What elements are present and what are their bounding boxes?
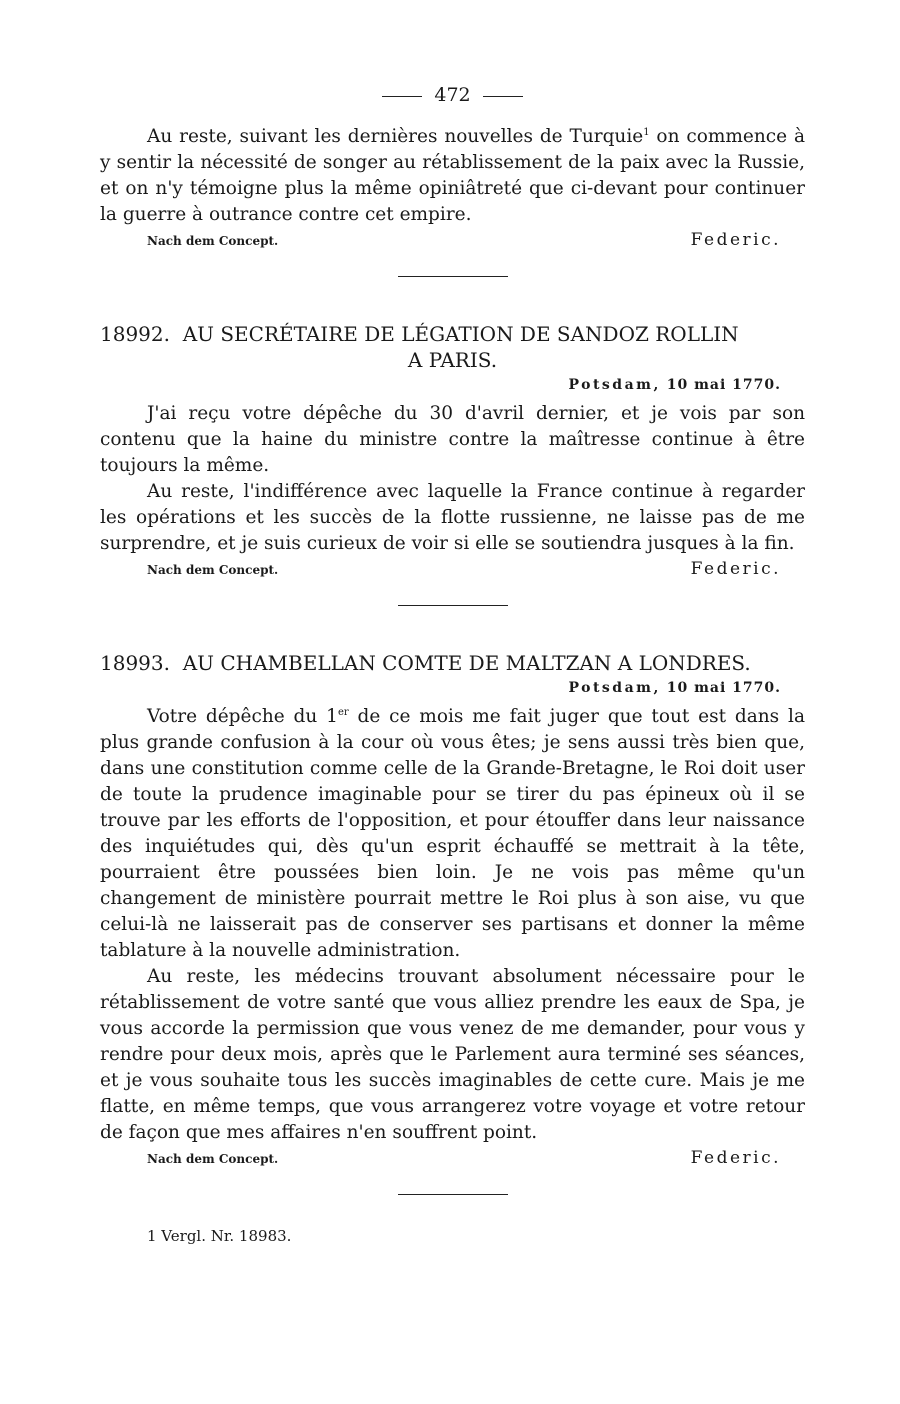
page <box>100 84 805 1245</box>
signature: Federic. <box>690 230 781 250</box>
section-divider <box>398 276 508 277</box>
top-signature-row <box>100 230 805 250</box>
top-paragraph-text-a: Au reste, suivant les dernières nouvelles de Turquie <box>147 126 644 147</box>
top-paragraph-text-b: on commence à y sentir la nécessité de songer au rétablissement de la paix avec la Russie, et on n'y témoigne plus la même opiniâtreté que ci-devant pour continuer la guerre à outrance contre cet empire. <box>100 126 805 225</box>
letter-number: 18993. <box>100 651 170 675</box>
signature-row <box>100 559 805 579</box>
letter-recipient-place: A PARIS. <box>407 348 498 372</box>
letter-heading <box>100 321 805 373</box>
letter-recipient: AU SECRÉTAIRE DE LÉGATION DE SANDOZ ROLLIN <box>182 322 739 346</box>
section-divider <box>398 605 508 606</box>
dateline <box>100 377 781 393</box>
dateline-place: Potsdam, <box>568 680 661 696</box>
dateline-place: Potsdam, <box>568 377 661 393</box>
letter-recipient: AU CHAMBELLAN COMTE DE MALTZAN A LONDRES. <box>182 651 751 675</box>
signature: Federic. <box>690 1148 781 1168</box>
concept-note: Nach dem Concept. <box>147 563 279 577</box>
signature-row <box>100 1148 805 1168</box>
page-number-dash-left <box>382 96 422 97</box>
concept-note: Nach dem Concept. <box>147 1152 279 1166</box>
ordinal-superscript: er <box>337 706 349 718</box>
letter-paragraph: Au reste, l'indifférence avec laquelle la France continue à regarder les opérations et les succès de la flotte russienne, ne laisse pas de me surprendre, et je suis curieux de voir si elle se soutiendra jusques à la fin. <box>100 481 805 554</box>
footnote: 1 Vergl. Nr. 18983. <box>147 1227 292 1245</box>
page-number: 472 <box>434 84 471 106</box>
top-paragraph <box>100 124 805 228</box>
letter-paragraph <box>100 704 805 964</box>
page-number-line <box>100 84 805 106</box>
dateline-date: 10 mai 1770. <box>666 680 781 696</box>
footnote-mark: 1 <box>643 126 650 138</box>
letter-paragraph: Au reste, les médecins trouvant absolument nécessaire pour le rétablissement de votre santé que vous alliez prendre les eaux de Spa, je vous accorde la permission que vous venez de me demander, pour vous y rendre pour deux mois, après que le Parlement aura terminé ses séances, et je vous souhaite tous les succès imaginables de cette cure. Mais je me flatte, en même temps, que vous arrangerez votre voyage et votre retour de façon que mes affaires n'en souffrent point. <box>100 966 805 1143</box>
letter-paragraph: J'ai reçu votre dépêche du 30 d'avril dernier, et je vois par son contenu que la haine du ministre contre la maîtresse continue à être toujours la même. <box>100 403 805 476</box>
dateline-date: 10 mai 1770. <box>666 377 781 393</box>
letter-number: 18992. <box>100 322 170 346</box>
section-divider <box>398 1194 508 1195</box>
signature: Federic. <box>690 559 781 579</box>
letter-paragraph-text-a: Votre dépêche du 1 <box>147 706 338 727</box>
letter-heading <box>100 650 805 676</box>
page-number-dash-right <box>483 96 523 97</box>
letter-paragraph-text-b: de ce mois me fait juger que tout est dans la plus grande confusion à la cour où vous êtes; je sens aussi très bien que, dans une constitution comme celle de la Grande-Bretagne, le Roi doit user de toute la prudence imaginable pour se tirer du pas épineux où il se trouve par les efforts de l'opposition, et pour étouffer dans leur naissance des inquiétudes qui, dès qu'un esprit échauffé se mettrait à la tête, pourraient être poussées bien loin. Je ne vois pas même qu'un changement de ministère pourrait mettre le Roi plus à son aise, vu que celui-là ne laisserait pas de conserver ses partisans et donner la même tablature à la nouvelle administration. <box>100 706 805 961</box>
concept-note: Nach dem Concept. <box>147 234 279 248</box>
dateline <box>100 680 781 696</box>
